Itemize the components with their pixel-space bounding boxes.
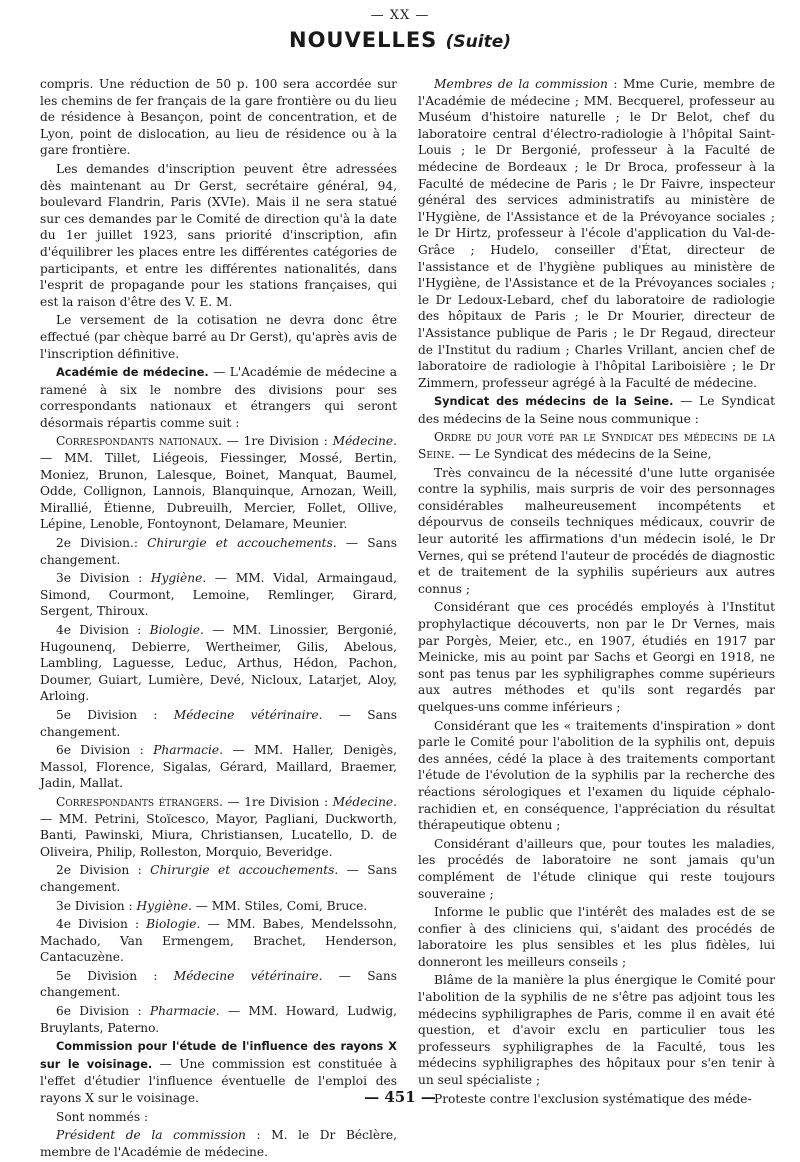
paragraph: Considérant que ces procédés employés à l'Institut prophylactique découverts, non par le Dr Vernes, mais par Porgès, Meier, etc., en 1907, étudiés en 1917 par Meinicke, mis au point par Sachs et Georgi en 1918, ne sont pas tenus par les syphiligraphes comme supérieurs aux autres méthodes et qu'ils sont regardés par quelques-uns comme inférieurs ;	[418, 600, 775, 714]
paragraph: Proteste contre l'exclusion systématique des méde-	[434, 1091, 752, 1106]
division-label: 2e Division.:	[56, 536, 148, 551]
title-suffix: (Suite)	[445, 32, 511, 52]
paragraph: Sont nommés :	[56, 1109, 149, 1124]
paragraph: Le versement de la cotisation ne devra donc être effectué (par chèque barré au Dr Gerst), qu'après avis de l'inscription définitive.	[40, 313, 397, 361]
division-entry	[40, 968, 397, 1001]
division-names: — MM. Howard, Ludwig, Bruylants, Paterno.	[40, 1004, 397, 1035]
division-entry	[40, 1003, 397, 1036]
division-entry	[40, 707, 397, 740]
paragraph: Considérant d'ailleurs que, pour toutes les maladies, les procédés de laboratoire ne sont jamais qu'un complément de l'étude clinique qui reste toujours souveraine ;	[418, 836, 775, 901]
division-names: — MM. Stiles, Comi, Bruce.	[191, 898, 368, 913]
paragraph: Considérant que les « traitements d'inspiration » dont parle le Comité pour l'abolition de la syphilis ont, depuis des années, cédé la place à des traitements comportant l'étude de l'évolution de la syphilis par la recherche des réactions sérologiques et l'examen du liquide céphalo-rachidien et, en conséquence, l'appréciation du résultat thérapeutique obtenu ;	[418, 718, 775, 833]
paragraph: Très convaincu de la nécessité d'une lutte organisée contre la syphilis, mais surpris de voir des personnages considérables malheureusement incompétents et dépourvus de conseils techniques médicaux, couvrir de leur autorité les affirmations d'un médecin isolé, le Dr Vernes, qui se prétend l'auteur de procédés de diagnostic et de traitement de la syphilis supérieurs aux autres connus ;	[418, 465, 775, 596]
category-label: Correspondants étrangers.	[56, 794, 223, 809]
ordre-paragraph	[418, 429, 775, 462]
division-label: — 1re Division :	[222, 794, 333, 809]
division-specialty: Médecine vétérinaire.	[173, 707, 323, 722]
division-entry	[40, 570, 397, 620]
paragraph: Les demandes d'inscription peuvent être adressées dès maintenant au Dr Gerst, secrétaire général, 94, boulevard Flandrin, Paris (XVIe). Mais il ne sera statué sur ces demandes par le Comité de direction qu'à la date du 1er juillet 1923, sans priorité d'inscription, afin d'équilibrer les places entre les différentes catégories de participants, et entre les différentes nationalités, dans l'esprit de propagande pour les stations françaises, qui est la raison d'être des V. E. M.	[40, 161, 397, 309]
division-label: 4e Division :	[56, 623, 150, 637]
division-label: 4e Division :	[56, 917, 147, 932]
division-label: 3e Division :	[56, 571, 151, 586]
division-specialty: Pharmacie.	[153, 743, 224, 758]
left-column	[40, 76, 397, 1162]
division-names: — Sans changement.	[40, 863, 397, 894]
paragraph: Informe le public que l'intérêt des malades est de se confier à des cliniciens qui, s'aidant des procédés de laboratoire les plus sensibles et les plus fidèles, lui donneront les meilleurs conseils ;	[418, 905, 775, 969]
division-names: — MM. Petrini, Stoïcesco, Mayor, Pagliani, Duckworth, Banti, Pawinski, Miura, Christiansen, Lucatello, D. de Oliveira, Philip, Rolleston, Morquio, Beveridge.	[40, 811, 397, 859]
section-heading: Académie de médecine.	[56, 366, 209, 380]
membres-label: Membres de la commission	[434, 77, 608, 91]
syndicat-paragraph	[418, 393, 775, 427]
ordre-label: Ordre du jour voté par le Syndicat des médecins de la Seine.	[418, 430, 775, 462]
paragraph: compris. Une réduction de 50 p. 100 sera accordée sur les chemins de fer français de la gare frontière ou du lieu de résidence à Besançon, point de concentration, et de Lyon, point de dislocation, au lieu de résidence ou à la gare frontière.	[40, 77, 397, 158]
division-entry	[40, 433, 397, 533]
division-entry	[40, 535, 397, 568]
division-label: — 1re Division :	[221, 434, 333, 449]
category-label: Correspondants nationaux.	[56, 434, 222, 449]
division-names: — MM. Vidal, Armaingaud, Simond, Courmont, Lemoine, Remlinger, Girard, Sergent, Thiroux.	[40, 571, 397, 619]
division-entry	[40, 862, 397, 895]
page-number: — 451 —	[364, 1088, 436, 1106]
division-label: 6e Division :	[56, 1004, 150, 1019]
membres-text: : Mme Curie, membre de l'Académie de médecine ; MM. Becquerel, professeur au Muséum d'histoire naturelle ; le Dr Belot, chef du laboratoire central d'électro-radiologie à l'hôpital Saint-Louis ; le Dr Bergonié, professeur à la Faculté de médecine de Bordeaux ; le Dr Broca, professeur à la Faculté de médecine de Paris ; le Dr Faivre, inspecteur général des services administratifs au ministère de l'Hygiène, de l'Assistance et de la Prévoyance sociales ; le Dr Hirtz, professeur à l'école d'application du Val-de-Grâce ; Hudelo, conseiller d'État, directeur de l'assistance et de l'hygiène publiques au ministère de l'Hygiène, de l'Assistance et de la Prévoyances sociales ; le Dr Ledoux-Lebard, chef du laboratoire de radiologie des hôpitaux de Paris ; le Dr Mourier, directeur de l'Assistance publique de Paris ; le Dr Regaud, directeur de l'Institut du radium ; Charles Vrillant, ancien chef de laboratoire de radiologie à l'hôpital Lariboisière ; le Dr Zimmern, professeur agrégé à la Faculté de médecine.	[418, 77, 775, 390]
division-specialty: Biologie.	[146, 917, 201, 932]
section-heading: Commission pour l'étude de l'influence des rayons X sur le voisinage.	[40, 1040, 397, 1071]
division-names: — MM. Tillet, Liégeois, Fiessinger, Mossé, Bertin, Moniez, Brunon, Lalesque, Boinet, Manquat, Baumel, Odde, Collignon, Lannois, Blanquinque, Arnozan, Weill, Mirallié, Étienne, Dubreuilh, Mercier, Follet, Ollive, Lépine, Lenoble, Fontoynont, Delamare, Meunier.	[40, 451, 397, 532]
division-label: 5e Division :	[56, 968, 174, 983]
division-entry	[40, 742, 397, 792]
division-names: — MM. Linossier, Bergonié, Hugounenq, Debierre, Wertheimer, Gilis, Abelous, Lambling, Laguesse, Leduc, Arthus, Hédon, Pachon, Doumer, Guiart, Lumière, Devé, Nicloux, Latarjet, Aloy, Arloing.	[40, 623, 397, 704]
academie-paragraph	[40, 364, 397, 431]
section-text: — Le Syndicat des médecins de la Seine nous communique :	[418, 394, 775, 426]
division-names: — Sans changement.	[40, 968, 397, 1000]
division-names: — Sans changement.	[40, 536, 397, 567]
division-specialty: Chirurgie et accouchements.	[147, 536, 337, 551]
paragraph: Blâme de la manière la plus énergique le Comité pour l'abolition de la syphilis de ne s'être pas adjoint tous les médecins syphiligraphes de Paris, comme il en avait été question, et d'avoir exclu en particulier tous les professeurs syphiligraphes de la Faculté, tous les médecins syphiligraphes des hôpitaux pour s'en tenir à un seul spécialiste ;	[418, 973, 775, 1088]
division-specialty: Pharmacie.	[149, 1004, 220, 1019]
division-names: — Sans changement.	[40, 707, 397, 739]
president-text: : M. le Dr Béclère, membre de l'Académie de médecine.	[40, 1128, 397, 1159]
division-label: 5e Division :	[56, 707, 174, 722]
division-entry	[40, 898, 397, 915]
division-label: 2e Division :	[56, 863, 151, 878]
division-specialty: Hygiène.	[150, 571, 207, 586]
division-names: — MM. Babes, Mendelssohn, Machado, Van Ermengem, Brachet, Henderson, Cantacuzène.	[40, 917, 397, 965]
division-specialty: Médecine.	[332, 434, 397, 449]
division-specialty: Chirurgie et accouchements.	[150, 863, 339, 878]
division-specialty: Hygiène.	[136, 898, 192, 913]
division-entry	[40, 794, 397, 860]
division-entry	[40, 622, 397, 705]
division-specialty: Biologie.	[149, 623, 204, 637]
division-names: — MM. Haller, Denigès, Massol, Florence, Sigalas, Gérard, Maillard, Braemer, Jadin, Mallat.	[40, 743, 397, 791]
right-column	[418, 76, 775, 1109]
ordre-text: — Le Syndicat des médecins de la Seine,	[454, 447, 712, 462]
division-specialty: Médecine.	[332, 794, 398, 809]
page-roman-number: — XX —	[370, 8, 430, 23]
title-main: NOUVELLES	[289, 28, 438, 52]
page-title	[0, 28, 800, 52]
division-label: 6e Division :	[56, 743, 154, 758]
division-specialty: Médecine vétérinaire.	[173, 968, 323, 983]
president-label: Président de la commission	[56, 1128, 246, 1143]
section-heading: Syndicat des médecins de la Seine.	[434, 395, 674, 409]
division-entry	[40, 916, 397, 966]
president-paragraph	[40, 1127, 397, 1160]
section-text: — Une commission est constituée à l'effet d'étudier l'influence éventuelle de l'emploi des rayons X sur le voisinage.	[40, 1056, 397, 1106]
membres-paragraph	[418, 76, 775, 391]
section-text: — L'Académie de médecine a ramené à six le nombre des divisions pour ses correspondants nationaux et étrangers qui seront désormais répartis comme suit :	[40, 365, 397, 430]
division-label: 3e Division :	[56, 898, 137, 913]
